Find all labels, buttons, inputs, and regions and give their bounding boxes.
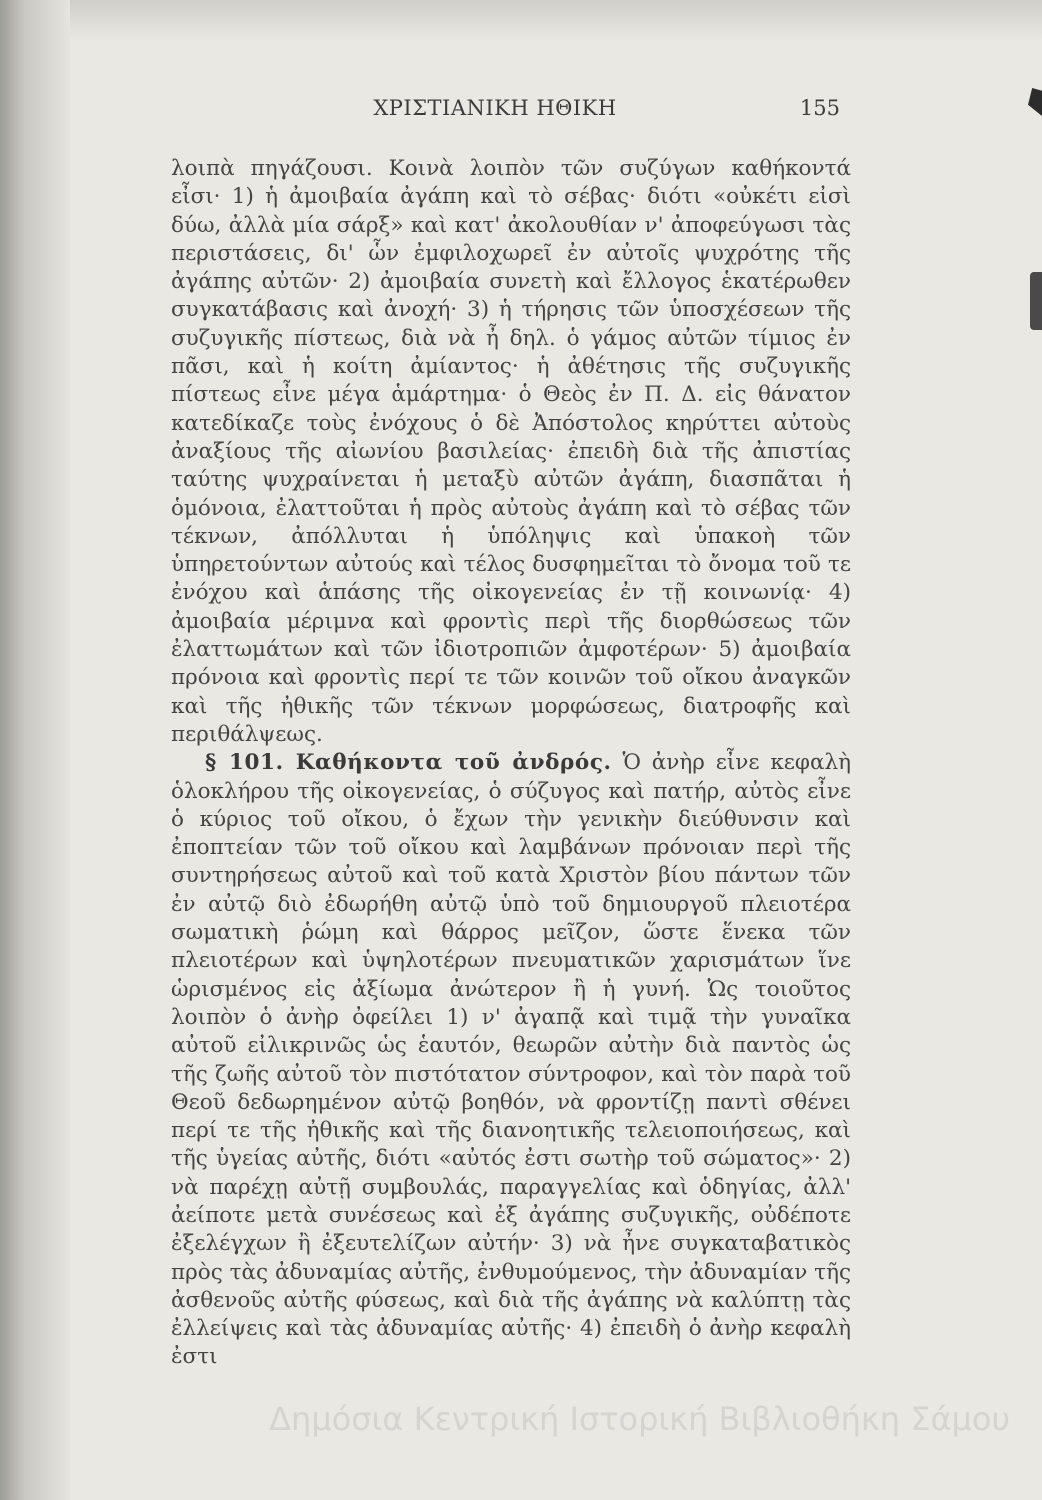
- paragraph-husband-duties: [171, 749, 851, 1372]
- library-watermark: Δημόσια Κεντρική Ιστορική Βιβλιοθήκη Σάμου: [269, 1400, 1010, 1438]
- page-header: [150, 96, 840, 132]
- page-edge-mark: [1028, 88, 1042, 116]
- book-gutter-shadow: [0, 0, 70, 1500]
- paragraph-husband-duties-text: Ὁ ἀνὴρ εἶνε κεφαλὴ ὁλοκλήρου τῆς οἰκογενείας, ὁ σύζυγος καὶ πατήρ, αὐτὸς εἶνε ὁ κύριος τοῦ οἴκου, ὁ ἔχων τὴν γενικὴν διεύθυνσιν καὶ ἐποπτείαν τῶν τοῦ οἴκου καὶ λαμβάνων πρόνοιαν περὶ τῆς συντηρήσεως αὐτοῦ καὶ τοῦ κατὰ Χριστὸν βίου πάντων τῶν ἐν αὐτῷ διὸ ἐδωρήθη αὐτῷ ὑπὸ τοῦ δημιουργοῦ πλειοτέρα σωματικὴ ῥώμη καὶ θάρρος μεῖζον, ὥστε ἕνεκα τῶν πλειοτέρων καὶ ὑψηλοτέρων πνευματικῶν χαρισμάτων ἵνε ὡρισμένος εἰς ἀξίωμα ἀνώτερον ἢ ἡ γυνή. Ὡς τοιοῦτος λοιπὸν ὁ ἀνὴρ ὀφείλει 1) ν' ἀγαπᾷ καὶ τιμᾷ τὴν γυναῖκα αὐτοῦ εἰλικρινῶς ὡς ἑαυτόν, θεωρῶν αὐτὴν διὰ παντὸς ὡς τῆς ζωῆς αὐτοῦ τὸν πιστότατον σύντροφον, καὶ τὸν παρὰ τοῦ Θεοῦ δεδωρημένον αὐτῷ βοηθόν, νὰ φροντίζῃ παντὶ σθένει περί τε τῆς ἠθικῆς καὶ τῆς διανοητικῆς τελειοποιήσεως, καὶ τῆς ὑγείας αὐτῆς, διότι «αὐτός ἐστι σωτὴρ τοῦ σώματος»· 2) νὰ παρέχῃ αὐτῇ συμβουλάς, παραγγελίας καὶ ὁδηγίας, ἀλλ' ἀείποτε μετὰ συνέσεως καὶ ἐξ ἀγάπης συζυγικῆς, οὐδέποτε ἐξελέγχων ἢ ἐξευτελίζων αὐτήν· 3) νὰ ἦνε συγκαταβατικὸς πρὸς τὰς ἀδυναμίας αὐτῆς, ἐνθυμούμενος, τὴν ἀδυναμίαν τῆς ἀσθενοῦς αὐτῆς φύσεως, καὶ διὰ τῆς ἀγάπης νὰ καλύπτῃ τὰς ἐλλείψεις καὶ τὰς ἀδυναμίας αὐτῆς· 4) ἐπειδὴ ὁ ἀνὴρ κεφαλὴ ἐστι: [171, 750, 851, 1370]
- section-heading: § 101. Καθήκοντα τοῦ ἀνδρός.: [205, 750, 612, 776]
- body-text: [171, 155, 851, 1372]
- page-top-shadow: [0, 0, 1042, 40]
- page-edge-tab: [1030, 272, 1042, 330]
- page-number: 155: [799, 96, 840, 120]
- running-title: ΧΡΙΣΤΙΑΝΙΚΗ ΗΘΙΚΗ: [373, 96, 617, 120]
- paragraph-common-duties: λοιπὰ πηγάζουσι. Κοινὰ λοιπὸν τῶν συζύγων καθήκοντά εἶσι· 1) ἡ ἀμοιβαία ἀγάπη καὶ τὸ σέβας· διότι «οὐκέτι εἰσὶ δύω, ἀλλὰ μία σάρξ» καὶ κατ' ἀκολουθίαν ν' ἀποφεύγωσι τὰς περιστάσεις, δι' ὧν ἐμφιλοχωρεῖ ἐν αὐτοῖς ψυχρότης τῆς ἀγάπης αὐτῶν· 2) ἀμοιβαία συνετὴ καὶ ἔλλογος ἑκατέρωθεν συγκατάβασις καὶ ἀνοχή· 3) ἡ τήρησις τῶν ὑποσχέσεων τῆς συζυγικῆς πίστεως, διὰ νὰ ἦ δηλ. ὁ γάμος αὐτῶν τίμιος ἐν πᾶσι, καὶ ἡ κοίτη ἀμίαντος· ἡ ἀθέτησις τῆς συζυγικῆς πίστεως εἶνε μέγα ἁμάρτημα· ὁ Θεὸς ἐν Π. Δ. εἰς θάνατον κατεδίκαζε τοὺς ἐνόχους ὁ δὲ Ἀπόστολος κηρύττει αὐτοὺς ἀναξίους τῆς αἰωνίου βασιλείας· ἐπειδὴ διὰ τῆς ἀπιστίας ταύτης ψυχραίνεται ἡ μεταξὺ αὐτῶν ἀγάπη, διασπᾶται ἡ ὁμόνοια, ἐλαττοῦται ἡ πρὸς αὐτοὺς ἀγάπη καὶ τὸ σέβας τῶν τέκνων, ἀπόλλυται ἡ ὑπόληψις καὶ ὑπακοὴ τῶν ὑπηρετούντων αὐτούς καὶ τέλος δυσφημεῖται τὸ ὄνομα τοῦ τε ἐνόχου καὶ ἁπάσης τῆς οἰκογενείας ἐν τῇ κοινωνίᾳ· 4) ἀμοιβαία μέριμνα καὶ φροντὶς περὶ τῆς διορθώσεως τῶν ἐλαττωμάτων καὶ τῶν ἰδιοτροπιῶν ἀμφοτέρων· 5) ἀμοιβαία πρόνοια καὶ φροντὶς περί τε τῶν κοινῶν τοῦ οἴκου ἀναγκῶν καὶ τῆς ἠθικῆς τῶν τέκνων μορφώσεως, διατροφῆς καὶ περιθάλψεως.: [171, 156, 851, 747]
